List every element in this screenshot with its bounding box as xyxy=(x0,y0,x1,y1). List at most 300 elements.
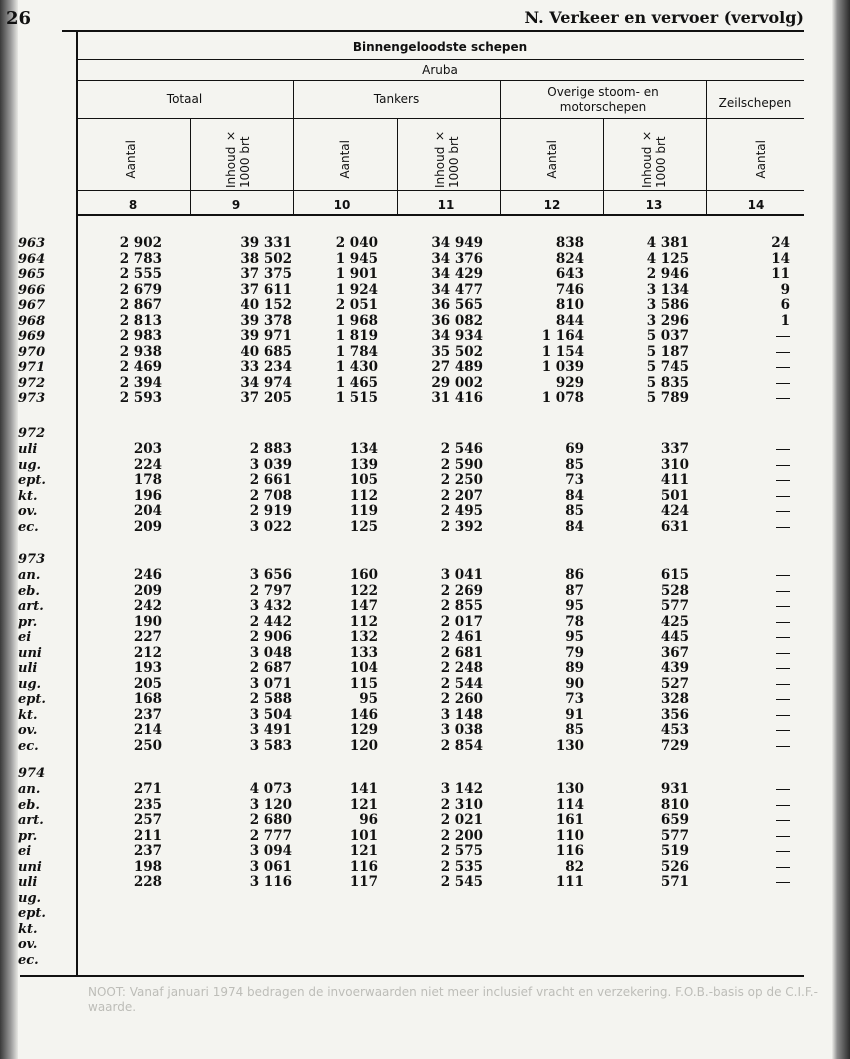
table-cell: 519 xyxy=(660,843,689,859)
column-number: 8 xyxy=(128,198,138,212)
table-cell: 133 xyxy=(349,644,378,661)
table-cell: 2 797 xyxy=(249,582,292,599)
table-cell: 3 048 xyxy=(249,644,292,661)
table-cell xyxy=(710,345,790,361)
table-cell: 73 xyxy=(565,472,584,488)
row-label: eb. xyxy=(18,797,40,813)
table-cell: 2 021 xyxy=(440,812,483,828)
table-cell: 2 783 xyxy=(119,250,162,267)
row-label: 964 xyxy=(18,251,46,267)
table-cell: 115 xyxy=(349,675,378,692)
table-cell xyxy=(710,646,790,662)
table-cell: 112 xyxy=(349,487,378,504)
row-label: ug. xyxy=(18,676,42,692)
table-cell xyxy=(710,520,790,536)
table-cell xyxy=(710,473,790,489)
table-cell: 3 116 xyxy=(249,874,292,890)
table-cell: 237 xyxy=(133,843,162,859)
row-label: uli xyxy=(18,875,38,890)
table-cell: 2 392 xyxy=(440,518,483,535)
table-cell: 40 152 xyxy=(240,297,292,313)
row-label: an. xyxy=(18,568,41,583)
table-cell: 204 xyxy=(133,503,162,519)
nil-dash xyxy=(776,882,790,883)
table-cell: 246 xyxy=(133,567,162,583)
table-cell: 2 546 xyxy=(440,441,483,457)
table-cell: 95 xyxy=(565,629,584,645)
table-cell: 2 687 xyxy=(249,660,292,676)
row-label: art. xyxy=(18,599,44,614)
table-cell: 2 855 xyxy=(440,598,483,614)
book-binding-right xyxy=(832,0,850,1059)
table-cell: 3 504 xyxy=(249,706,292,723)
table-cell: 2 461 xyxy=(440,629,483,645)
table-cell: 810 xyxy=(555,297,584,313)
table-cell: 35 502 xyxy=(431,343,483,360)
page-number: 26 xyxy=(6,8,32,29)
table-cell xyxy=(710,391,790,407)
col-sep xyxy=(397,118,398,214)
table-cell: 2 200 xyxy=(440,827,483,844)
table-cell xyxy=(710,860,790,876)
row-label: art. xyxy=(18,813,44,828)
nil-dash xyxy=(776,367,790,368)
nil-dash xyxy=(776,730,790,731)
row-label: an. xyxy=(18,782,41,797)
year-heading: 972 xyxy=(18,426,46,441)
table-cell: 2 590 xyxy=(440,456,483,473)
table-cell: 27 489 xyxy=(431,359,483,375)
table-cell: 2 919 xyxy=(249,503,292,519)
table-cell: 528 xyxy=(660,582,689,599)
row-label: ec. xyxy=(18,952,39,968)
table-cell: 34 934 xyxy=(431,328,483,344)
label-aantal-totaal: Aantal xyxy=(124,140,138,179)
row-label: ov. xyxy=(18,504,38,519)
table-cell: 2 593 xyxy=(119,390,162,406)
table-cell: 36 565 xyxy=(431,297,483,313)
table-cell: 3 583 xyxy=(249,737,292,754)
table-cell: 214 xyxy=(133,722,162,738)
table-cell: 810 xyxy=(660,796,689,813)
table-cell: 2 207 xyxy=(440,487,483,504)
table-cell: 5 789 xyxy=(646,390,689,406)
table-cell: 2 777 xyxy=(249,827,292,844)
table-cell: 101 xyxy=(349,827,378,844)
row-label: ug. xyxy=(18,890,42,906)
row-label: kt. xyxy=(18,707,38,723)
nil-dash xyxy=(776,480,790,481)
header-overige: Overige stoom- en motorschepen xyxy=(547,85,659,114)
nil-dash xyxy=(776,591,790,592)
table-cell: 2 575 xyxy=(440,843,483,859)
row-label: pr. xyxy=(18,614,38,630)
row-label: ov. xyxy=(18,937,38,952)
row-label: 963 xyxy=(18,236,46,251)
table-cell: 34 477 xyxy=(431,281,483,298)
table-cell: 1 784 xyxy=(335,343,378,360)
table-cell: 198 xyxy=(133,858,162,875)
row-label: ec. xyxy=(18,519,39,535)
nil-dash xyxy=(776,653,790,654)
table-cell: 2 867 xyxy=(119,297,162,313)
nil-dash xyxy=(776,668,790,669)
table-cell: 91 xyxy=(565,706,584,723)
table-cell xyxy=(710,813,790,829)
row-label: ov. xyxy=(18,723,38,738)
table-cell: 132 xyxy=(349,629,378,645)
table-cell: 117 xyxy=(349,874,378,890)
table-cell: 3 039 xyxy=(249,456,292,473)
footnote-ghost: NOOT: Vanaf januari 1974 bedragen de invoerwaarden niet meer inclusief vracht en verzekering. F.O.B.-basis op de C.I.F.-waarde. xyxy=(88,985,818,1014)
table-cell: 96 xyxy=(359,812,378,828)
table-cell: 2 040 xyxy=(335,235,378,251)
table-cell: 122 xyxy=(349,582,378,599)
nil-dash xyxy=(776,867,790,868)
table-cell: 34 974 xyxy=(240,374,292,391)
table-cell: 824 xyxy=(555,250,584,267)
table-cell: 659 xyxy=(660,812,689,828)
row-label: 971 xyxy=(18,360,46,375)
header-rule-island xyxy=(76,80,804,81)
table-cell xyxy=(710,739,790,755)
table-cell: 5 835 xyxy=(646,374,689,391)
table-cell: 577 xyxy=(660,827,689,844)
header-rule-colnums xyxy=(76,214,804,216)
table-cell: 87 xyxy=(565,582,584,599)
table-cell: 577 xyxy=(660,598,689,614)
table-cell: 445 xyxy=(660,629,689,645)
row-label: kt. xyxy=(18,488,38,504)
table-cell: 643 xyxy=(555,266,584,282)
table-cell: 69 xyxy=(565,441,584,457)
table-cell xyxy=(710,599,790,615)
header-zeilschepen: Zeilschepen xyxy=(718,96,792,110)
nil-dash xyxy=(776,511,790,512)
table-cell: 2 946 xyxy=(646,266,689,282)
table-cell: 111 xyxy=(555,874,584,890)
table-cell: 729 xyxy=(660,737,689,754)
table-cell: 29 002 xyxy=(431,374,483,391)
table-cell xyxy=(710,442,790,458)
table-cell: 2 469 xyxy=(119,359,162,375)
column-number: 12 xyxy=(543,198,561,212)
table-cell: 2 310 xyxy=(440,796,483,813)
table-cell: 209 xyxy=(133,582,162,599)
row-label: ei xyxy=(18,844,32,859)
nil-dash xyxy=(776,336,790,337)
col-sep xyxy=(500,80,501,214)
row-label: 973 xyxy=(18,391,46,406)
nil-dash xyxy=(776,575,790,576)
label-aantal-tankers: Aantal xyxy=(338,140,352,179)
table-cell: 1 465 xyxy=(335,374,378,391)
table-cell: 527 xyxy=(660,675,689,692)
table-cell: 37 375 xyxy=(240,266,292,282)
col-sep xyxy=(190,118,191,214)
table-cell xyxy=(710,692,790,708)
table-cell: 4 125 xyxy=(646,250,689,267)
table-cell: 24 xyxy=(771,235,790,251)
table-cell: 193 xyxy=(133,660,162,676)
bottom-rule xyxy=(20,975,804,977)
table-cell: 1 164 xyxy=(541,328,584,344)
table-cell: 2 260 xyxy=(440,691,483,707)
table-cell: 31 416 xyxy=(431,390,483,406)
table-cell xyxy=(710,875,790,891)
table-cell: 1 154 xyxy=(541,343,584,360)
table-cell: 615 xyxy=(660,567,689,583)
row-label: uni xyxy=(18,645,42,661)
table-cell: 3 148 xyxy=(440,706,483,723)
table-cell xyxy=(710,504,790,520)
row-label: ec. xyxy=(18,738,39,754)
table-cell: 3 022 xyxy=(249,518,292,535)
table-cell: 78 xyxy=(565,613,584,630)
header-tankers: Tankers xyxy=(373,92,420,106)
table-cell: 2 535 xyxy=(440,858,483,875)
table-cell: 2 250 xyxy=(440,472,483,488)
table-cell: 203 xyxy=(133,441,162,457)
table-cell: 84 xyxy=(565,487,584,504)
table-cell: 3 142 xyxy=(440,781,483,797)
top-rule xyxy=(62,30,804,32)
row-label: ept. xyxy=(18,692,46,707)
table-cell: 571 xyxy=(660,874,689,890)
table-cell xyxy=(710,677,790,693)
table-cell: 1 xyxy=(780,312,790,329)
table-cell: 104 xyxy=(349,660,378,676)
nil-dash xyxy=(776,684,790,685)
table-cell: 141 xyxy=(349,781,378,797)
table-cell: 4 073 xyxy=(249,781,292,797)
table-cell: 40 685 xyxy=(240,343,292,360)
table-cell: 1 901 xyxy=(335,266,378,282)
row-label: uni xyxy=(18,859,42,875)
table-cell: 3 094 xyxy=(249,843,292,859)
row-label: 970 xyxy=(18,344,46,360)
table-cell: 2 906 xyxy=(249,629,292,645)
table-cell: 129 xyxy=(349,722,378,738)
table-cell: 3 134 xyxy=(646,281,689,298)
table-cell: 2 902 xyxy=(119,235,162,251)
row-label: uli xyxy=(18,442,38,457)
nil-dash xyxy=(776,637,790,638)
table-cell: 1 515 xyxy=(335,390,378,406)
year-heading: 973 xyxy=(18,552,46,567)
table-cell: 2 679 xyxy=(119,281,162,298)
table-cell: 4 381 xyxy=(646,235,689,251)
table-cell: 235 xyxy=(133,796,162,813)
nil-dash xyxy=(776,746,790,747)
col-sep xyxy=(603,118,604,214)
table-cell: 110 xyxy=(555,827,584,844)
table-cell: 95 xyxy=(359,691,378,707)
table-cell: 9 xyxy=(780,281,790,298)
table-cell: 85 xyxy=(565,503,584,519)
table-cell: 746 xyxy=(555,281,584,298)
table-cell: 367 xyxy=(660,644,689,661)
table-cell: 84 xyxy=(565,518,584,535)
table-cell: 114 xyxy=(555,796,584,813)
table-cell: 178 xyxy=(133,472,162,488)
table-cell: 2 555 xyxy=(119,266,162,282)
row-label: 972 xyxy=(18,375,46,391)
table-cell: 82 xyxy=(565,858,584,875)
label-inhoud-tankers: Inhoud × 1000 brt xyxy=(433,128,461,188)
table-cell: 121 xyxy=(349,843,378,859)
table-cell: 250 xyxy=(133,737,162,754)
column-number: 9 xyxy=(231,198,241,212)
nil-dash xyxy=(776,836,790,837)
table-cell: 3 491 xyxy=(249,722,292,738)
table-cell: 337 xyxy=(660,441,689,457)
table-cell: 1 924 xyxy=(335,281,378,298)
table-cell xyxy=(710,568,790,584)
table-cell: 205 xyxy=(133,675,162,692)
table-cell: 119 xyxy=(349,503,378,519)
nil-dash xyxy=(776,805,790,806)
table-cell: 160 xyxy=(349,567,378,583)
table-cell: 2 813 xyxy=(119,312,162,329)
label-inhoud-totaal: Inhoud × 1000 brt xyxy=(224,128,252,188)
table-cell: 34 376 xyxy=(431,250,483,267)
table-cell: 86 xyxy=(565,567,584,583)
table-cell xyxy=(710,584,790,600)
table-cell: 116 xyxy=(349,858,378,875)
table-cell: 356 xyxy=(660,706,689,723)
table-cell: 34 429 xyxy=(431,266,483,282)
table-cell xyxy=(710,723,790,739)
table-cell: 453 xyxy=(660,722,689,738)
row-label: 966 xyxy=(18,282,46,298)
table-cell: 1 945 xyxy=(335,250,378,267)
table-cell xyxy=(710,376,790,392)
nil-dash xyxy=(776,699,790,700)
row-label: 965 xyxy=(18,267,46,282)
table-cell: 5 187 xyxy=(646,343,689,360)
table-cell: 2 681 xyxy=(440,644,483,661)
label-aantal-zeil: Aantal xyxy=(754,140,768,179)
table-cell: 1 430 xyxy=(335,359,378,375)
table-cell: 2 544 xyxy=(440,675,483,692)
table-cell: 39 378 xyxy=(240,312,292,329)
table-cell: 5 745 xyxy=(646,359,689,375)
column-number: 14 xyxy=(747,198,765,212)
table-cell: 2 394 xyxy=(119,374,162,391)
row-label: kt. xyxy=(18,921,38,937)
table-cell: 33 234 xyxy=(240,359,292,375)
table-cell: 3 120 xyxy=(249,796,292,813)
table-cell: 161 xyxy=(555,812,584,828)
table-cell: 227 xyxy=(133,629,162,645)
table-cell: 121 xyxy=(349,796,378,813)
table-cell xyxy=(710,798,790,814)
table-cell: 2 495 xyxy=(440,503,483,519)
table-cell: 89 xyxy=(565,660,584,676)
table-cell: 85 xyxy=(565,456,584,473)
table-cell: 2 661 xyxy=(249,472,292,488)
table-cell xyxy=(710,360,790,376)
table-cell: 212 xyxy=(133,644,162,661)
table-cell: 120 xyxy=(349,737,378,754)
table-cell: 328 xyxy=(660,691,689,707)
table-cell: 5 037 xyxy=(646,328,689,344)
header-rule-labels xyxy=(76,190,804,191)
row-label: 967 xyxy=(18,298,46,313)
table-cell: 11 xyxy=(771,266,790,282)
row-label: 968 xyxy=(18,313,46,329)
nil-dash xyxy=(776,449,790,450)
nil-dash xyxy=(776,851,790,852)
table-cell: 3 038 xyxy=(440,722,483,738)
table-cell: 3 586 xyxy=(646,297,689,313)
table-cell xyxy=(710,329,790,345)
header-group: Binnengeloodste schepen xyxy=(352,40,528,54)
table-cell: 2 588 xyxy=(249,691,292,707)
table-cell: 139 xyxy=(349,456,378,473)
nil-dash xyxy=(776,398,790,399)
table-cell: 105 xyxy=(349,472,378,488)
table-cell: 271 xyxy=(133,781,162,797)
table-cell: 2 248 xyxy=(440,660,483,676)
nil-dash xyxy=(776,789,790,790)
row-label: uli xyxy=(18,661,38,676)
label-aantal-overige: Aantal xyxy=(545,140,559,179)
column-number: 10 xyxy=(333,198,351,212)
table-cell: 844 xyxy=(555,312,584,329)
table-cell: 134 xyxy=(349,441,378,457)
table-cell: 2 051 xyxy=(335,297,378,313)
table-cell: 125 xyxy=(349,518,378,535)
nil-dash xyxy=(776,383,790,384)
table-cell: 168 xyxy=(133,691,162,707)
table-cell: 39 331 xyxy=(240,235,292,251)
table-cell xyxy=(710,615,790,631)
table-cell: 95 xyxy=(565,598,584,614)
table-cell xyxy=(710,708,790,724)
table-cell: 224 xyxy=(133,456,162,473)
table-cell: 3 061 xyxy=(249,858,292,875)
table-cell: 147 xyxy=(349,598,378,614)
table-cell: 526 xyxy=(660,858,689,875)
table-cell: 2 854 xyxy=(440,737,483,754)
table-cell: 425 xyxy=(660,613,689,630)
table-cell: 3 432 xyxy=(249,598,292,614)
table-cell xyxy=(710,489,790,505)
book-binding-left xyxy=(0,0,18,1059)
table-cell: 196 xyxy=(133,487,162,504)
table-cell: 1 819 xyxy=(335,328,378,344)
nil-dash xyxy=(776,496,790,497)
table-cell xyxy=(710,630,790,646)
table-cell: 2 983 xyxy=(119,328,162,344)
table-cell: 130 xyxy=(555,737,584,754)
nil-dash xyxy=(776,622,790,623)
table-cell: 73 xyxy=(565,691,584,707)
row-label: pr. xyxy=(18,828,38,844)
table-cell: 116 xyxy=(555,843,584,859)
row-label: ept. xyxy=(18,906,46,921)
table-cell: 2 938 xyxy=(119,343,162,360)
nil-dash xyxy=(776,606,790,607)
table-cell xyxy=(710,782,790,798)
nil-dash xyxy=(776,465,790,466)
table-cell: 90 xyxy=(565,675,584,692)
table-cell: 38 502 xyxy=(240,250,292,267)
table-cell: 3 041 xyxy=(440,567,483,583)
nil-dash xyxy=(776,527,790,528)
